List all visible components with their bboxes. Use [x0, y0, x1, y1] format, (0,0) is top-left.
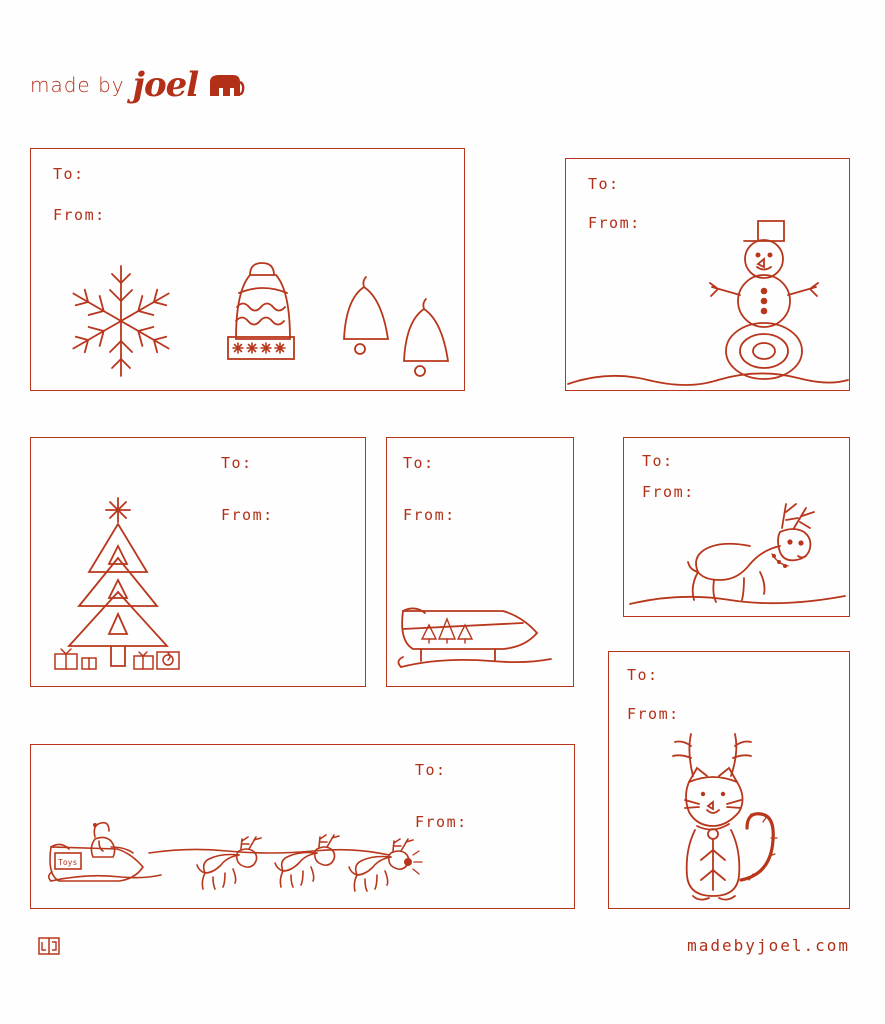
- cat-with-antlers-illustration: [649, 730, 844, 905]
- sleigh-tag: [386, 437, 574, 687]
- elephant-icon: [206, 70, 246, 100]
- from-label: From:: [627, 705, 680, 723]
- santa-sleigh-reindeer-tag: [30, 744, 575, 909]
- to-label: To:: [403, 454, 435, 472]
- to-label: To:: [642, 452, 674, 470]
- toys-label: Toys: [58, 858, 78, 867]
- from-label: From:: [642, 483, 695, 501]
- snowman-tag: [565, 158, 850, 391]
- logo-made-by-text: made by: [30, 73, 125, 97]
- to-label: To:: [415, 761, 447, 779]
- monogram-icon: [38, 936, 60, 956]
- from-label: From:: [221, 506, 274, 524]
- from-label: From:: [588, 214, 641, 232]
- from-label: From:: [403, 506, 456, 524]
- from-label: From:: [415, 813, 468, 831]
- christmas-tree-tag: [30, 437, 366, 687]
- from-label: From:: [53, 206, 106, 224]
- to-label: To:: [588, 175, 620, 193]
- made-by-joel-logo: [30, 65, 246, 105]
- to-label: To:: [221, 454, 253, 472]
- sleigh-illustration: [395, 593, 567, 683]
- to-label: To:: [53, 165, 85, 183]
- to-label: To:: [627, 666, 659, 684]
- website-url[interactable]: madebyjoel.com: [687, 936, 850, 955]
- snowflake-winter-hat-bells-illustration: [59, 259, 459, 384]
- reindeer-tag: [623, 437, 850, 617]
- reindeer-cat-tag: [608, 651, 850, 909]
- logo-joel-text: joel: [132, 65, 199, 105]
- santa-on-sleigh-with-reindeer-illustration: [45, 819, 425, 905]
- snowflake-hat-bells-tag: [30, 148, 465, 391]
- snowman-illustration: [566, 219, 851, 391]
